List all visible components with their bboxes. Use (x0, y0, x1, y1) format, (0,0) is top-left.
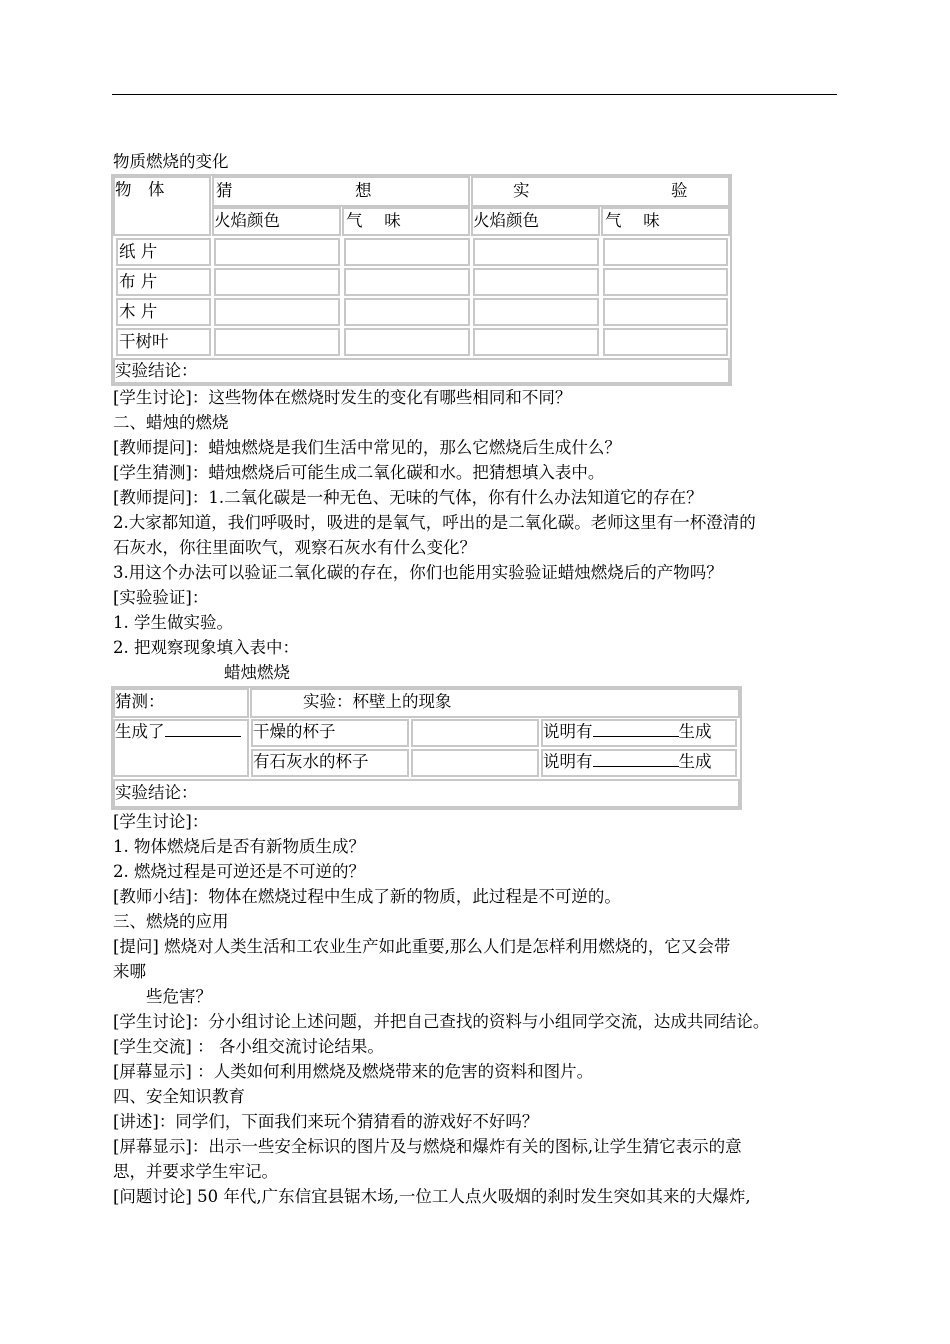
produced-label (115, 721, 241, 743)
row-cell (603, 238, 728, 266)
lime-cup-explain (543, 751, 712, 773)
sub-smell-2: 气 味 (605, 211, 660, 230)
table2-title: 蜡烛燃烧 (224, 663, 290, 682)
combustion-table (111, 174, 732, 386)
header-experiment-1: 实 (513, 181, 530, 200)
explain-text: 说明有 (543, 722, 593, 741)
row-cell (344, 328, 470, 356)
lime-cup-observation (411, 749, 539, 777)
paragraph: [屏幕显示]：出示一些安全标识的图片及与燃烧和爆炸有关的图标,让学生猜它表示的意 (113, 1137, 742, 1156)
paragraph: [学生交流] ： 各小组交流讨论结果。 (113, 1037, 384, 1056)
paragraph: [教师小结]：物体在燃烧过程中生成了新的物质，此过程是不可逆的。 (113, 887, 621, 906)
row-label: 干树叶 (119, 332, 169, 351)
row-cell (603, 328, 728, 356)
row-cell (344, 298, 470, 326)
paragraph: [实验验证]： (113, 588, 209, 607)
header-rule (112, 94, 837, 95)
dry-cup-observation (411, 719, 539, 747)
paragraph: [问题讨论] 50 年代,广东信宜县锯木场,一位工人点火吸烟的刹时发生突如其来的大爆炸, (113, 1187, 751, 1206)
row-cell (473, 238, 599, 266)
header-object: 物 体 (115, 180, 165, 199)
paragraph: [屏幕显示] ：人类如何利用燃烧及燃烧带来的危害的资料和图片。 (113, 1062, 594, 1081)
paragraph: 3.用这个办法可以验证二氧化碳的存在，你们也能用实验验证蜡烛燃烧后的产物吗？ (113, 563, 723, 582)
sub-flame-1: 火焰颜色 (214, 211, 280, 230)
lime-cup-label: 有石灰水的杯子 (253, 752, 369, 771)
row-cell (344, 238, 470, 266)
paragraph: 2.大家都知道，我们呼吸时，吸进的是氧气，呼出的是二氧化碳。老师这里有一杯澄清的 (113, 513, 756, 532)
header-guess-2: 想 (355, 181, 372, 200)
row-cell (214, 238, 340, 266)
produced-text: 生成了 (115, 722, 165, 741)
paragraph: [学生讨论]：这些物体在燃烧时发生的变化有哪些相同和不同？ (113, 388, 572, 407)
explain-blank (593, 766, 679, 767)
paragraph: [学生讨论]： (113, 812, 209, 831)
header-experiment-cell (471, 176, 730, 207)
table1-conclusion: 实验结论： (115, 361, 198, 380)
paragraph: 2. 燃烧过程是可逆还是不可逆的？ (113, 862, 365, 881)
paragraph: 1. 学生做实验。 (113, 613, 233, 632)
conclusion-cell (113, 779, 740, 808)
paragraph: [讲述]：同学们，下面我们来玩个猜猜看的游戏好不好吗？ (113, 1112, 539, 1131)
paragraph: [教师提问]：1.二氧化碳是一种无色、无味的气体，你有什么办法知道它的存在？ (113, 488, 703, 507)
row-cell (473, 268, 599, 296)
produced-blank (165, 736, 241, 737)
header-guess-cell (212, 176, 470, 207)
row-label: 纸 片 (119, 242, 158, 261)
row-cell (473, 328, 599, 356)
paragraph: 思，并要求学生牢记。 (113, 1162, 278, 1181)
header-guess-1: 猜 (216, 181, 233, 200)
paragraph: 2. 把观察现象填入表中： (113, 638, 299, 657)
sub-smell-1: 气 味 (346, 211, 401, 230)
generated-text: 生成 (678, 722, 712, 741)
paragraph: 石灰水，你往里面吹气，观察石灰水有什么变化？ (113, 538, 476, 557)
table1-title: 物质燃烧的变化 (113, 152, 229, 171)
paragraph: [学生讨论]：分小组讨论上述问题，并把自己查找的资料与小组同学交流，达成共同结论。 (113, 1012, 770, 1031)
header-experiment-2: 验 (671, 181, 688, 200)
section-heading: 二、蜡烛的燃烧 (113, 413, 229, 432)
row-label: 布 片 (119, 272, 158, 291)
paragraph: [学生猜测]：蜡烛燃烧后可能生成二氧化碳和水。把猜想填入表中。 (113, 463, 605, 482)
dry-cup-explain (543, 721, 712, 743)
row-cell (214, 268, 340, 296)
explain-blank (593, 736, 679, 737)
row-cell (603, 268, 728, 296)
paragraph: [提问] 燃烧对人类生活和工农业生产如此重要,那么人们是怎样利用燃烧的，它又会带 (113, 937, 731, 956)
paragraph: 些危害？ (113, 987, 212, 1006)
generated-text: 生成 (678, 752, 712, 771)
row-cell (473, 298, 599, 326)
conclusion-cell (113, 358, 730, 384)
row-cell (214, 328, 340, 356)
section-heading: 三、燃烧的应用 (113, 912, 229, 931)
candle-table (111, 686, 742, 810)
section-heading: 四、安全知识教育 (113, 1087, 245, 1106)
sub-flame-2: 火焰颜色 (473, 211, 539, 230)
paragraph: 1. 物体燃烧后是否有新物质生成？ (113, 837, 365, 856)
paragraph: [教师提问]：蜡烛燃烧是我们生活中常见的，那么它燃烧后生成什么？ (113, 438, 621, 457)
dry-cup-label: 干燥的杯子 (253, 722, 336, 741)
row-cell (214, 298, 340, 326)
row-cell (344, 268, 470, 296)
guess-header: 猜测： (115, 692, 165, 711)
paragraph: 来哪 (113, 962, 146, 981)
table2-conclusion: 实验结论： (115, 783, 198, 802)
row-cell (603, 298, 728, 326)
explain-text: 说明有 (543, 752, 593, 771)
experiment-header: 实验：杯壁上的现象 (303, 692, 452, 711)
row-label: 木 片 (119, 302, 158, 321)
